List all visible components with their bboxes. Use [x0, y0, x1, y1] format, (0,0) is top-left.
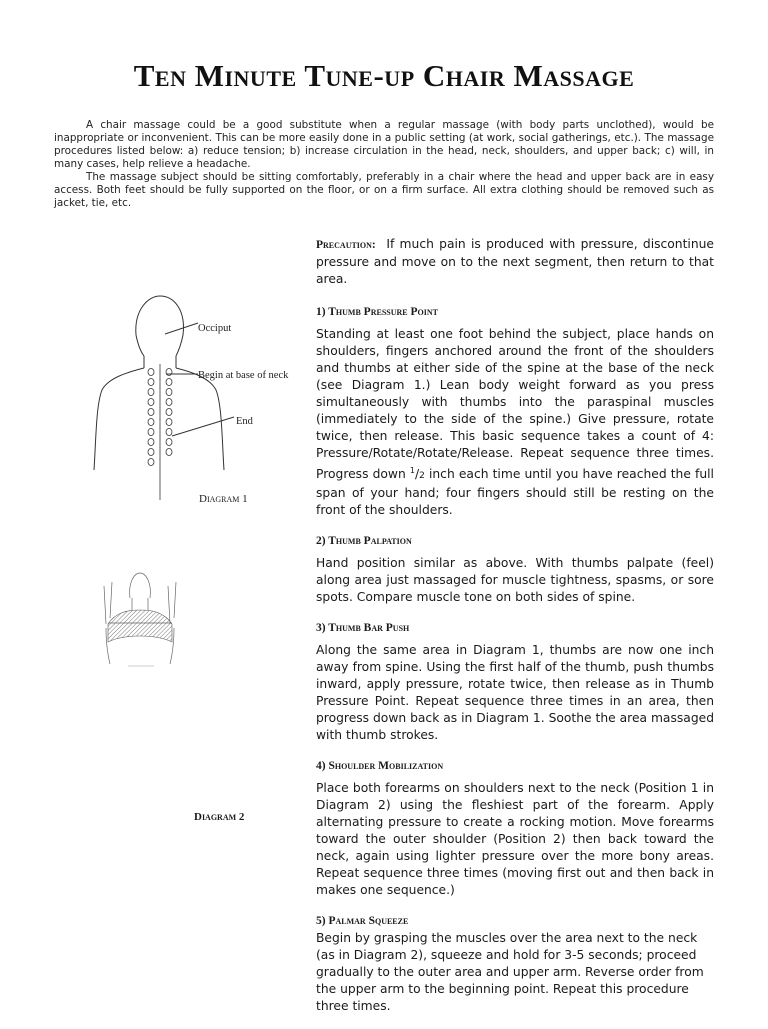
- precaution: [316, 236, 714, 288]
- section-shoulder-mobilization: [316, 758, 714, 899]
- section-text: Begin by grasping the muscles over the area next to the neck (as in Diagram 2), squeeze and hold for 3-5 seconds; proceed gradually to the outer area and upper arm. Reverse order from the upper arm to the beginning point. Repeat this procedure three times.: [316, 931, 704, 1014]
- diagram-1-figure: [88, 290, 318, 520]
- diagram-1-label-begin: Begin at base of neck: [198, 370, 289, 381]
- section-thumb-pressure-point: [316, 304, 714, 519]
- precaution-label: Precaution:: [316, 239, 376, 251]
- section-heading: 2) Thumb Palpation: [316, 535, 412, 548]
- diagram-1-caption: Diagram 1: [199, 493, 248, 505]
- section-text: Hand position similar as above. With thumbs palpate (feel) along area just massaged for muscle tightness, spasms, or sore spots. Compare muscle tone on both sides of spine.: [316, 556, 714, 605]
- intro-paragraph-1: A chair massage could be a good substitute when a regular massage (with body parts unclothed), would be inappropriate or inconvenient. This can be more easily done in a public setting (at work, social gatherings, etc.). The massage procedures listed below: a) reduce tension; b) increase circulation in the head, neck, shoulders, and upper back; c) will, in many cases, help relieve a headache.: [54, 119, 714, 170]
- section-text-part-b: inch each time until you have reached the full span of your hand; four fingers should still be resting on the front of the shoulders.: [316, 467, 714, 518]
- intro: [54, 119, 714, 210]
- section-text: Place both forearms on shoulders next to the neck (Position 1 in Diagram 2) using the fleshiest part of the forearm. Apply alternating pressure to create a rocking motion. Move forearms toward the outer shoulder (Position 2) then back toward the neck, again using lighter pressure over the more bony areas. Repeat sequence three times (moving first out and then back in makes one sequence.): [316, 781, 714, 898]
- precaution-text: If much pain is produced with pressure, discontinue pressure and move on to the next segment, then return to that area.: [316, 237, 714, 286]
- section-palmar-squeeze: [316, 913, 714, 1015]
- diagram-2-figure: [98, 568, 178, 668]
- diagram-1-label-occiput: Occiput: [198, 323, 232, 334]
- page-title: Ten Minute Tune-up Chair Massage: [133, 58, 635, 93]
- section-heading: 5) Palmar Squeeze: [316, 915, 409, 928]
- section-heading: 3) Thumb Bar Push: [316, 622, 410, 635]
- section-text-part-a: Standing at least one foot behind the subject, place hands on shoulders, fingers anchored around the front of the shoulders and thumbs at either side of the spine at the base of the neck (see Diagram 1.) Lean body weight forward as you press simultaneously with thumbs into the paraspinal muscles (immediately to the side of the spine.) Give pressure, rotate twice, then release. This basic sequence takes a count of 4: Pressure/Rotate/Rotate/Release. Repeat sequence three times. Progress down: [316, 327, 714, 482]
- section-heading: 4) Shoulder Mobilization: [316, 760, 444, 773]
- section-text: Along the same area in Diagram 1, thumbs are now one inch away from spine. Using the first half of the thumb, push thumbs inward, apply pressure, rotate twice, then release as in Thumb Pressure Point. Repeat sequence three times in an area, then progress down back as in Diagram 1. Soothe the area massaged with thumb strokes.: [316, 643, 714, 743]
- section-thumb-palpation: [316, 533, 714, 606]
- section-text: Standing at least one foot behind the subject, place hands on shoulders, fingers anchored around the front of the shoulders and thumbs at either side of the spine at the base of the neck (see Diagram 1.) Lean body weight forward as you press simultaneously with thumbs into the paraspinal muscles (immediately to the side of the spine.) Give pressure, rotate twice, then release. This basic sequence takes a count of 4: Pressure/Rotate/Rotate/Release. Repeat sequence three times. Progress down $^1$/2 inch each time until you have reached the full span of your hand; four fingers should still be resting on the front of the shoulders.: [316, 327, 714, 518]
- fraction-numerator: 1: [409, 466, 415, 475]
- section-thumb-bar-push: [316, 620, 714, 744]
- diagram-1-label-end: End: [236, 416, 253, 427]
- section-heading: 1) Thumb Pressure Point: [316, 306, 438, 318]
- diagram-2-caption: Diagram 2: [194, 811, 245, 823]
- intro-paragraph-2: The massage subject should be sitting comfortably, preferably in a chair where the head and upper back are in easy access. Both feet should be fully supported on the floor, or on a firm surface. All extra clothing should be removed such as jacket, tie, etc.: [54, 171, 714, 209]
- instructions-column: [316, 236, 714, 1029]
- fraction-denominator: 2: [419, 471, 425, 482]
